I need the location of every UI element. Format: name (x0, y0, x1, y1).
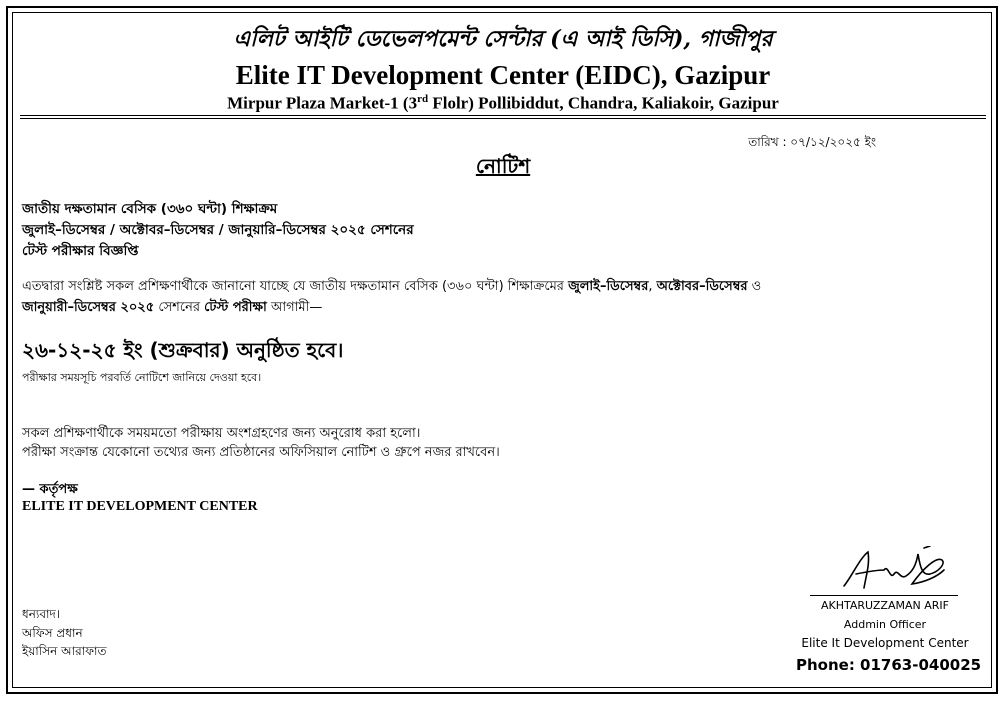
address-part-2: Flolr) Pollibiddut, Chandra, Kaliakoir, Gazipur (428, 93, 779, 113)
left-sign-name: ইয়াসিন আরাফাত (22, 644, 107, 658)
left-sign-role: অফিস প্রধান (22, 626, 83, 640)
authority-english: ELITE IT DEVELOPMENT CENTER (22, 499, 258, 514)
notice-date: তারিখ : ০৭/১২/২০২৫ ইং (748, 135, 876, 149)
body-paragraph-line-1 (22, 277, 761, 298)
p1-session-2: অক্টোবর–ডিসেম্বর (656, 279, 748, 294)
signatory-organization: Elite It Development Center (801, 636, 969, 650)
signatory-name: AKHTARUZZAMAN ARIF (821, 599, 949, 612)
header-bangla-name: এলিট আইটি ডেভেলপমেন্ট সেন্টার (এ আই ডিসি), গাজীপুর (233, 26, 773, 52)
subject-line-1: জাতীয় দক্ষতামান বেসিক (৩৬০ ঘন্টা) শিক্ষাক্রম (22, 201, 278, 217)
header-address (0, 93, 1006, 114)
exam-date: ২৬-১২-২৫ ইং (শুক্রবার) অনুষ্ঠিত হবে। (22, 338, 344, 362)
schedule-note: পরীক্ষার সময়সূচি পরবর্তি নোটিশে জানিয়ে দেওয়া হবে। (22, 371, 262, 384)
p2-end: আগামী— (266, 300, 323, 315)
signatory-role: Addmin Officer (843, 618, 927, 631)
notice-title: নোটিশ (475, 154, 531, 178)
request-line-1: সকল প্রশিক্ষণার্থীকে সময়মতো পরীক্ষায় অংশগ্রহণের জন্য অনুরোধ করা হলো। (22, 426, 421, 441)
signature-image (826, 546, 956, 596)
p1-separator-2: ও (747, 279, 762, 294)
address-part-1: Mirpur Plaza Market-1 (3 (227, 93, 418, 113)
address-superscript: rd (417, 93, 429, 105)
p2-text: সেশনের (154, 300, 205, 315)
p1-text: এতদ্বারা সংশ্লিষ্ট সকল প্রশিক্ষণার্থীকে জানানো যাচ্ছে যে জাতীয় দক্ষতামান বেসিক (৩৬০ ঘন্টা) শিক্ষাক্রমের (22, 279, 569, 294)
p1-separator-1: , (648, 279, 657, 294)
body-paragraph-line-2 (22, 298, 322, 319)
p2-session-3: জানুয়ারী–ডিসেম্বর ২০২৫ (22, 300, 155, 315)
p2-exam-name: টেস্ট পরীক্ষা (204, 300, 267, 315)
signature-line (810, 595, 958, 596)
left-sign-thanks: ধন্যবাদ। (22, 607, 61, 621)
header-english-name: Elite IT Development Center (EIDC), Gazipur (235, 60, 771, 90)
header-divider-top (20, 115, 986, 116)
contact-phone: Phone: 01763-040025 (796, 656, 982, 674)
p1-session-1: জুলাই–ডিসেম্বর (568, 279, 649, 294)
authority-bangla: — কর্তৃপক্ষ (22, 482, 78, 497)
subject-line-2: জুলাই–ডিসেম্বর / অক্টোবর–ডিসেম্বর / জানুয়ারি–ডিসেম্বর ২০২৫ সেশনের (22, 222, 414, 238)
header-divider-bottom (20, 118, 986, 119)
subject-line-3: টেস্ট পরীক্ষার বিজ্ঞপ্তি (22, 243, 139, 259)
request-line-2: পরীক্ষা সংক্রান্ত যেকোনো তথ্যের জন্য প্রতিষ্ঠানের অফিসিয়াল নোটিশ ও গ্রুপে নজর রাখবেন। (22, 445, 500, 460)
